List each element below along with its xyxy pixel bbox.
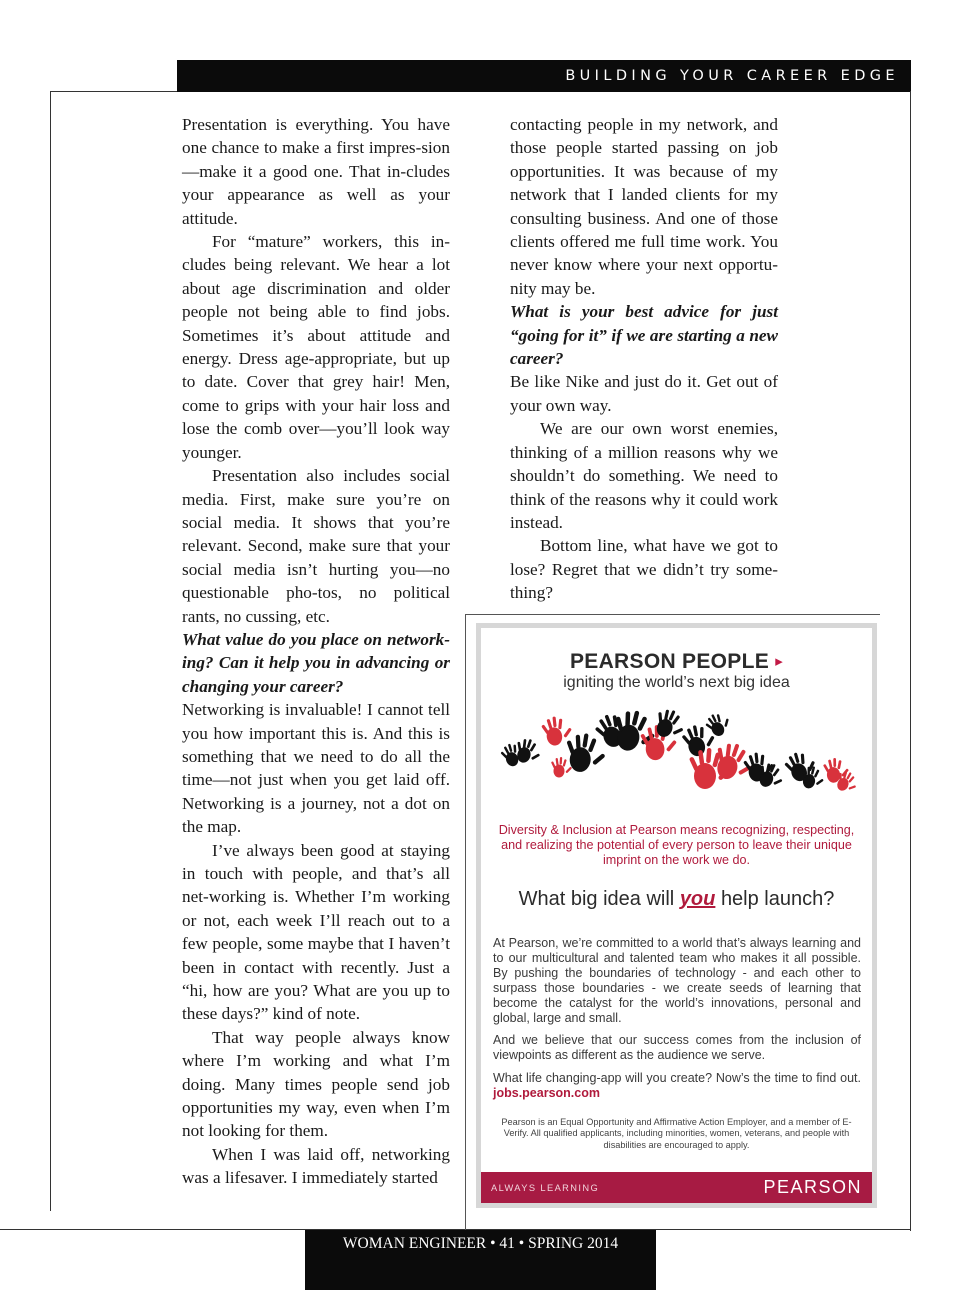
paragraph: Networking is invaluable! I cannot tell you how important this is. And this is something that we need to do all the time—not just when you get laid off. Networking is a journey, not a dot on the map. [182, 700, 450, 837]
paragraph: For “mature” workers, this in-cludes being relevant. We hear a lot about age discrimination and older people not being able to find jobs. Sometimes it’s about attitude and energy. Dress age-appropriate, but up to date. Cover that grey hair! Men, come to grips with your hair loss and lose the comb over—you’ll look way younger. [182, 232, 450, 462]
pearson-logo: PEARSON [763, 1177, 862, 1197]
interview-question: What value do you place on network-ing? Can it help you in advancing or changing your career? [182, 629, 450, 696]
article-column-right [510, 113, 778, 605]
paragraph: I’ve always been good at staying in touch with people, and that’s all net-working is. Whether I’m working or not, each week I’ll reach out to a few people, some maybe that I haven’t been in contact with recently. Just a “hi, how are you? What are you up to these days?” kind of note. [182, 840, 450, 1024]
ad-divider-top [465, 614, 880, 615]
ad-footer-band [481, 1172, 872, 1203]
ad-headline [481, 888, 872, 911]
section-title: BUILDING YOUR CAREER EDGE [565, 68, 899, 84]
frame-line-right [910, 91, 911, 1231]
handprints-illustration [493, 700, 868, 815]
headline-part: help launch? [720, 888, 835, 910]
paragraph: We are our own worst enemies, thinking of a million reasons why we shouldn’t do something. We need to think of the reasons why it could work instead. [510, 419, 778, 532]
article-column-left [182, 113, 450, 1190]
footer-bar [305, 1230, 656, 1290]
headline-part: What big idea will [518, 888, 675, 910]
paragraph: contacting people in my network, and those people started passing on job opportunities. It was because of my network that I landed clients for my consulting business. And one of those clients offered me full time work. You never know where your next opportu-nity may be. [510, 115, 778, 298]
ad-body-paragraph: And we believe that our success comes from the inclusion of viewpoints as different as the audience we serve. [493, 1033, 861, 1062]
paragraph: Bottom line, what have we got to lose? Regret that we didn’t try some-thing? [510, 536, 778, 603]
ad-diversity-statement: Diversity & Inclusion at Pearson means recognizing, respecting, and realizing the potential of every person to leave their unique imprint on the work we do. [498, 823, 855, 867]
ad-body-paragraph: At Pearson, we’re committed to a world that’s always learning and to our multicultural and talented team who makes it all possible. By pushing the boundaries of technology - and each other to surpass those boundaries - we create seeds of learning that become the catalyst for the world’s innovations, personal and global, large and small. [493, 936, 861, 1025]
pearson-advertisement [476, 623, 877, 1208]
ad-title [481, 650, 872, 674]
ad-body-paragraph [493, 1071, 861, 1101]
ad-subtitle: igniting the world’s next big idea [563, 674, 790, 691]
header-bar [177, 60, 911, 92]
ad-tagline: ALWAYS LEARNING [491, 1183, 600, 1193]
jobs-link[interactable]: jobs.pearson.com [493, 1086, 600, 1100]
ad-legal-text: Pearson is an Equal Opportunity and Affirmative Action Employer, and a member of E-Verify. All qualified applicants, including minorities, women, veterans, and people with disabilities are encouraged to apply. [501, 1117, 852, 1150]
ad-title-text: PEARSON PEOPLE [569, 650, 770, 673]
paragraph: Be like Nike and just do it. Get out of your own way. [510, 372, 778, 415]
frame-line-left [50, 91, 51, 1211]
ad-cta-text: What life changing-app will you create? Now’s the time to find out. [493, 1071, 861, 1085]
interview-question: What is your best advice for just “going for it” if we are starting a new career? [510, 302, 778, 369]
frame-line-top [50, 91, 177, 92]
paragraph: That way people always know where I’m working and what I’m doing. Many times people send job opportunities my way, even when I’m not looking for them. [182, 1027, 450, 1141]
ad-content [481, 628, 872, 1203]
headline-emphasis: you [679, 888, 716, 910]
arrow-right-icon: ▸ [775, 653, 784, 670]
page-footer: WOMAN ENGINEER • 41 • SPRING 2014 [342, 1235, 619, 1252]
ad-divider-left [465, 614, 466, 1230]
paragraph: Presentation is everything. You have one chance to make a first impres-sion—make it a good one. That in-cludes your appearance as well as your attitude. [182, 115, 450, 228]
paragraph: When I was laid off, networking was a lifesaver. I immediately started [182, 1144, 450, 1188]
handprint-mark [551, 757, 572, 778]
paragraph: Presentation also includes social media. First, make sure you’re on social media. It shows that you’re relevant. Second, make sure that your social media isn’t hurting you—no questionable pho-tos, no political rants, no cussing, etc. [182, 466, 450, 626]
handprint-mark [702, 708, 734, 739]
